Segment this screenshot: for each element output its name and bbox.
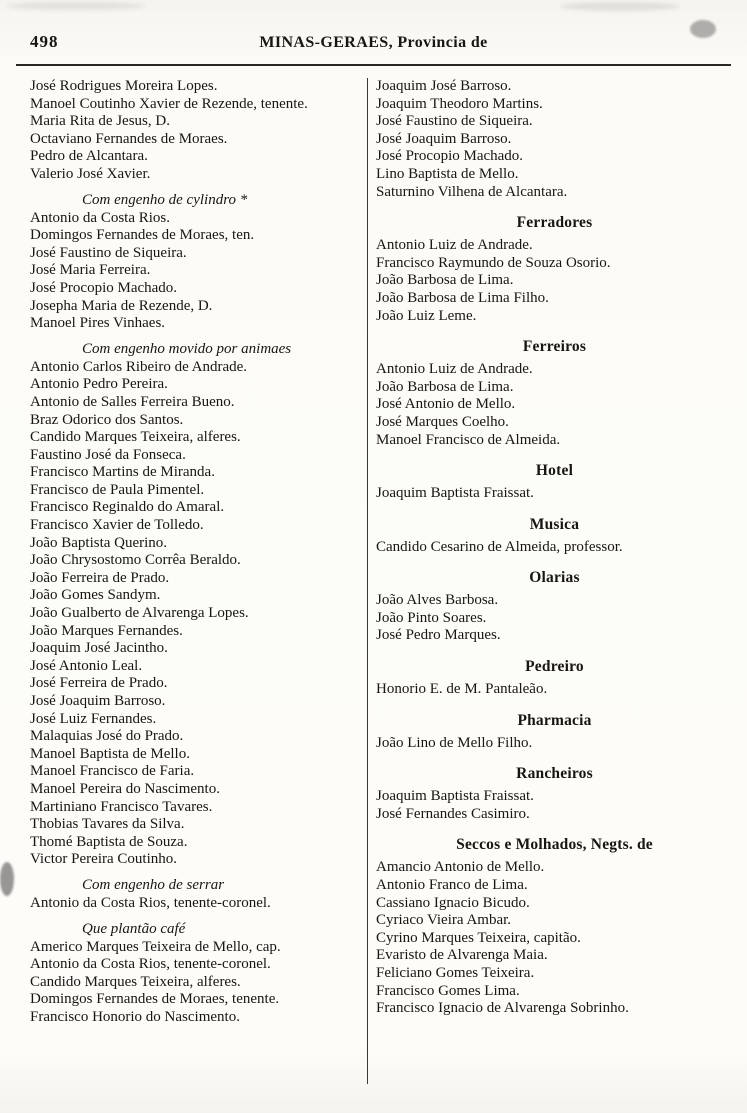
section-heading: Seccos e Molhados, Negts. de	[456, 836, 653, 854]
directory-entry: José Faustino de Siqueira.	[30, 244, 187, 261]
directory-section	[30, 920, 361, 1027]
section-heading: Olarias	[529, 569, 580, 587]
directory-entry: José Joaquim Barroso.	[30, 693, 166, 709]
directory-entry: Manoel Pires Vinhaes.	[30, 315, 166, 332]
directory-entry: João Marques Fernandes.	[30, 622, 183, 639]
directory-entry: Thobias Tavares da Silva.	[30, 816, 185, 833]
directory-entry: José Procopio Machado.	[376, 148, 524, 165]
directory-columns	[0, 74, 747, 1084]
directory-entry: João Luiz Leme.	[376, 307, 477, 324]
directory-entry: Victor Pereira Coutinho.	[30, 851, 177, 868]
directory-section	[376, 462, 733, 503]
directory-entry: Antonio da Costa Rios.	[30, 209, 171, 226]
directory-entry: José Antonio de Mello.	[376, 396, 516, 413]
directory-section	[30, 78, 361, 184]
directory-entry: José Maria Ferreira.	[30, 262, 151, 279]
directory-entry: Valerio José Xavier.	[30, 165, 151, 182]
directory-entry: Thomé Baptista de Souza.	[30, 833, 188, 850]
directory-entry: Joaquim Baptista Fraissat.	[376, 485, 534, 502]
directory-entry: Francisco Gomes Lima.	[376, 982, 520, 999]
directory-entry: José Pedro Marques.	[376, 627, 501, 644]
directory-entry: Domingos Fernandes de Moraes, ten.	[30, 227, 255, 244]
scan-artifact	[560, 2, 680, 11]
directory-entry: Martiniano Francisco Tavares.	[30, 798, 213, 815]
directory-entry: José Antonio Leal.	[30, 657, 143, 674]
scan-artifact	[0, 862, 14, 896]
directory-entry: João Pinto Soares.	[376, 609, 487, 626]
directory-entry: João Chrysostomo Corrêa Beraldo.	[30, 552, 241, 569]
directory-entry: João Barbosa de Lima.	[376, 272, 514, 289]
directory-entry: Joaquim Baptista Fraissat.	[376, 788, 534, 805]
directory-entry: Joaquim Theodoro Martins.	[376, 95, 543, 112]
header-rule	[16, 64, 731, 66]
directory-entry: João Gomes Sandym.	[30, 587, 161, 604]
directory-entry: Antonio Luiz de Andrade.	[376, 237, 533, 254]
directory-entry: José Marques Coelho.	[376, 413, 509, 430]
directory-section	[30, 340, 361, 869]
page-title: MINAS-GERAES, Provincia de	[259, 34, 488, 51]
directory-entry: José Faustino de Siqueira.	[376, 113, 533, 130]
section-heading: Com engenho de serrar	[82, 876, 225, 893]
section-heading: Musica	[529, 515, 580, 533]
directory-entry: Francisco Honorio do Nascimento.	[30, 1008, 240, 1025]
page-header	[0, 26, 747, 60]
directory-entry: Candido Marques Teixeira, alferes.	[30, 429, 241, 446]
directory-entry: José Luiz Fernandes.	[30, 710, 157, 727]
directory-entry: Manoel Francisco de Faria.	[30, 763, 195, 780]
directory-section	[376, 516, 733, 557]
right-column	[368, 78, 733, 1084]
directory-entry: Antonio Carlos Ribeiro de Andrade.	[30, 358, 248, 375]
directory-entry: Francisco de Paula Pimentel.	[30, 481, 205, 498]
directory-entry: Antonio Luiz de Andrade.	[376, 361, 533, 378]
section-heading: Ferreiros	[522, 338, 587, 356]
directory-entry: Antonio de Salles Ferreira Bueno.	[30, 393, 235, 410]
directory-section	[30, 191, 361, 333]
directory-section	[30, 876, 361, 913]
directory-entry: Francisco Xavier de Tolledo.	[30, 517, 204, 534]
directory-entry: José Procopio Machado.	[30, 279, 178, 296]
directory-entry: Candido Cesarino de Almeida, professor.	[376, 538, 623, 555]
directory-entry: Francisco Ignacio de Alvarenga Sobrinho.	[376, 1000, 629, 1017]
directory-entry: Josepha Maria de Rezende, D.	[30, 297, 213, 314]
section-heading: Pharmacia	[517, 711, 592, 729]
directory-entry: Antonio da Costa Rios, tenente-coronel.	[30, 956, 271, 973]
directory-entry: Cyriaco Vieira Ambar.	[376, 912, 512, 929]
section-heading: Ferradores	[516, 214, 593, 232]
directory-entry: Domingos Fernandes de Moraes, tenente.	[30, 991, 280, 1008]
directory-entry: Lino Baptista de Mello.	[376, 165, 519, 182]
directory-entry: Feliciano Gomes Teixeira.	[376, 965, 535, 981]
section-heading: Pedreiro	[525, 658, 584, 676]
section-heading: Rancheiros	[516, 765, 593, 783]
directory-entry: Cassiano Ignacio Bicudo.	[376, 894, 530, 911]
directory-entry: Manoel Francisco de Almeida.	[376, 431, 561, 448]
section-heading: Hotel	[535, 462, 574, 480]
directory-entry: Manoel Coutinho Xavier de Rezende, tenente.	[30, 95, 308, 112]
directory-entry: Faustino José da Fonseca.	[30, 446, 186, 463]
directory-entry: José Ferreira de Prado.	[30, 675, 168, 692]
directory-entry: Candido Marques Teixeira, alferes.	[30, 973, 241, 990]
page-number: 498	[30, 32, 59, 51]
directory-entry: Francisco Martins de Miranda.	[30, 464, 215, 481]
directory-entry: Manoel Pereira do Nascimento.	[30, 780, 220, 797]
directory-entry: Amancio Antonio de Mello.	[376, 859, 545, 876]
directory-entry: Antonio Franco de Lima.	[376, 877, 528, 894]
directory-entry: Honorio E. de M. Pantaleão.	[376, 681, 548, 698]
directory-entry: Joaquim José Jacintho.	[30, 640, 168, 657]
directory-entry: Malaquias José do Prado.	[30, 728, 184, 745]
directory-entry: João Barbosa de Lima Filho.	[376, 289, 549, 306]
directory-entry: Joaquim José Barroso.	[376, 78, 512, 94]
directory-entry: João Alves Barbosa.	[376, 592, 499, 609]
directory-section	[376, 569, 733, 645]
directory-entry: Saturnino Vilhena de Alcantara.	[376, 183, 568, 200]
directory-entry: José Joaquim Barroso.	[376, 130, 512, 147]
section-heading: Com engenho de cylindro *	[82, 191, 248, 208]
directory-entry: Cyrino Marques Teixeira, capitão.	[376, 929, 581, 946]
directory-section	[376, 765, 733, 823]
section-heading: Com engenho movido por animaes	[82, 340, 292, 357]
directory-entry: Antonio Pedro Pereira.	[30, 376, 168, 393]
directory-entry: Braz Odorico dos Santos.	[30, 411, 184, 428]
directory-section	[376, 338, 733, 449]
directory-entry: Pedro de Alcantara.	[30, 148, 148, 165]
section-heading: Que plantão café	[82, 920, 186, 937]
directory-entry: João Baptista Querino.	[30, 534, 168, 551]
directory-entry: José Fernandes Casimiro.	[376, 805, 530, 822]
directory-entry: Americo Marques Teixeira de Mello, cap.	[30, 938, 281, 955]
directory-section	[376, 78, 733, 201]
directory-entry: José Rodrigues Moreira Lopes.	[30, 78, 218, 94]
directory-section	[376, 836, 733, 1017]
scan-artifact	[6, 2, 146, 10]
directory-entry: João Barbosa de Lima.	[376, 378, 514, 395]
directory-entry: Octaviano Fernandes de Moraes.	[30, 130, 228, 147]
directory-entry: Francisco Raymundo de Souza Osorio.	[376, 254, 611, 271]
directory-entry: Maria Rita de Jesus, D.	[30, 113, 170, 130]
directory-entry: Antonio da Costa Rios, tenente-coronel.	[30, 894, 271, 911]
directory-section	[376, 712, 733, 753]
directory-entry: Evaristo de Alvarenga Maia.	[376, 947, 548, 964]
directory-entry: Francisco Reginaldo do Amaral.	[30, 499, 225, 516]
directory-section	[376, 658, 733, 699]
directory-section	[376, 214, 733, 325]
directory-entry: João Gualberto de Alvarenga Lopes.	[30, 605, 249, 622]
directory-entry: João Lino de Mello Filho.	[376, 734, 533, 751]
directory-entry: Manoel Baptista de Mello.	[30, 745, 190, 762]
left-column	[30, 78, 368, 1084]
directory-entry: João Ferreira de Prado.	[30, 569, 170, 586]
